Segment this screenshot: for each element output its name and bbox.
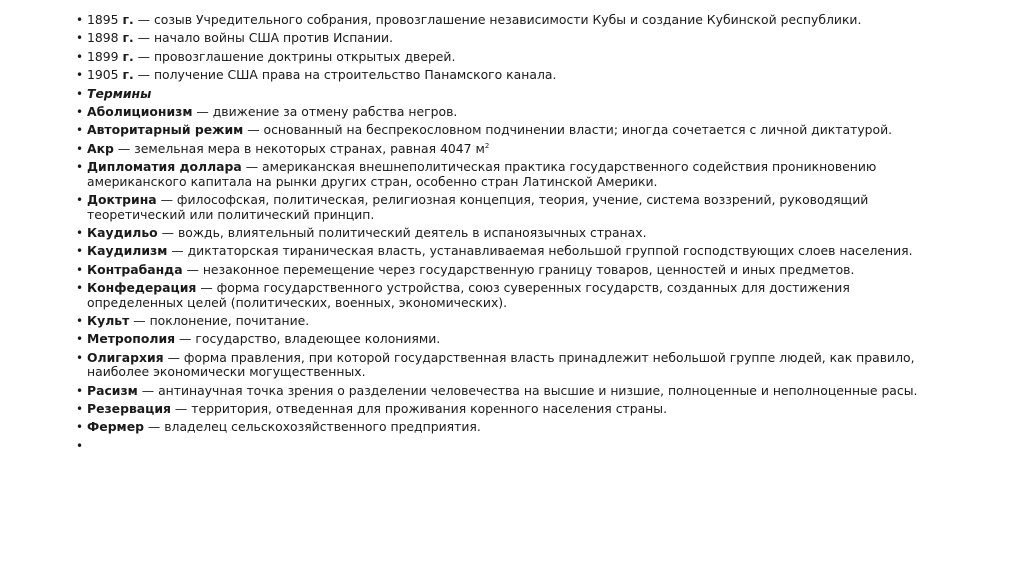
term-definition: — территория, отведенная для проживания коренного населения страны. [170, 401, 668, 417]
event-item [76, 31, 936, 46]
event-item [76, 50, 936, 65]
event-text: — провозглашение доктрины открытых дверей. [133, 48, 456, 64]
term-item [76, 332, 936, 347]
event-item [76, 13, 936, 28]
bullet-icon: • [76, 160, 84, 175]
bullet-icon: • [76, 49, 84, 64]
term-item [76, 244, 936, 259]
term-name: Олигархия [87, 349, 164, 365]
bullet-icon: • [76, 383, 84, 398]
terms-heading: Термины [87, 85, 152, 101]
term-name: Контрабанда [87, 261, 183, 277]
term-name: Расизм [87, 382, 138, 398]
term-item [76, 193, 936, 222]
term-superscript: 2 [484, 141, 490, 150]
bullet-icon: • [76, 332, 84, 347]
term-item [76, 142, 936, 157]
term-name: Фермер [87, 419, 144, 435]
term-name: Акр [87, 140, 114, 156]
event-year: 1898 [87, 30, 123, 46]
bullet-icon: • [76, 68, 84, 83]
term-name: Конфедерация [87, 280, 197, 296]
term-item [76, 420, 936, 435]
term-item [76, 105, 936, 120]
term-definition: — форма правления, при которой государственная власть принадлежит небольшой группе людей, как правило, наиболее экономически могущественных. [87, 349, 915, 380]
bullet-icon: • [76, 420, 84, 435]
term-item [76, 384, 936, 399]
term-definition: — американская внешнеполитическая практика государственного содействия проникновению американского капитала на рынки других стран, особенно стран Латинской Америки. [87, 159, 877, 189]
term-name: Резервация [87, 401, 171, 417]
term-definition: — антинаучная точка зрения о разделении человечества на высшие и низшие, полноценные и неполноценные расы. [137, 382, 918, 398]
terms-heading-item [76, 87, 936, 102]
bullet-icon: • [76, 141, 84, 156]
bullet-icon: • [76, 193, 84, 208]
event-text: — созыв Учредительного собрания, провозглашение независимости Кубы и создание Кубинской республики. [133, 12, 862, 27]
term-item [76, 314, 936, 329]
term-name: Аболиционизм [87, 103, 193, 119]
term-name: Метрополия [87, 331, 176, 347]
term-definition: — форма государственного устройства, союз суверенных государств, созданных для достижения определенных целей (политических, военных, экономических). [87, 280, 850, 310]
bullet-icon: • [76, 350, 84, 365]
term-item [76, 351, 936, 380]
event-year: 1905 [87, 67, 123, 83]
term-definition: — владелец сельскохозяйственного предприятия. [143, 419, 481, 435]
event-year-suffix: г. [122, 67, 134, 83]
bullet-icon: • [76, 262, 84, 277]
term-definition: — диктаторская тираническая власть, устанавливаемая небольшой группой господствующих слоев населения. [167, 243, 913, 259]
term-name: Каудильо [87, 224, 158, 240]
event-item [76, 68, 936, 83]
event-year-suffix: г. [122, 48, 134, 64]
bullet-icon: • [76, 438, 84, 453]
bullet-icon: • [76, 225, 84, 240]
term-item [76, 263, 936, 278]
term-item [76, 402, 936, 417]
bullet-icon: • [76, 402, 84, 417]
bullet-icon: • [76, 281, 84, 296]
term-definition: — незаконное перемещение через государственную границу товаров, ценностей и иных предметов. [182, 261, 855, 277]
term-item [76, 226, 936, 241]
event-text: — получение США права на строительство Панамского канала. [133, 67, 557, 83]
bullet-icon: • [76, 123, 84, 138]
event-year-suffix: г. [122, 30, 134, 46]
term-name: Культ [87, 312, 130, 328]
bullet-icon: • [76, 104, 84, 119]
term-definition: — поклонение, почитание. [129, 312, 310, 328]
term-definition: — государство, владеющее колониями. [175, 331, 441, 347]
term-definition: — земельная мера в некоторых странах, равная 4047 м [113, 140, 485, 156]
term-name: Каудилизм [87, 243, 168, 259]
term-definition: — вождь, влиятельный политический деятель в испаноязычных странах. [157, 224, 647, 240]
bullet-icon: • [76, 86, 84, 101]
event-year: 1899 [87, 48, 123, 64]
event-text: — начало войны США против Испании. [133, 30, 394, 46]
bullet-icon: • [76, 313, 84, 328]
event-year: 1895 [87, 12, 123, 27]
term-definition: — движение за отмену рабства негров. [192, 103, 458, 119]
term-item [76, 123, 936, 138]
bullet-icon: • [76, 13, 84, 27]
term-item [76, 281, 936, 310]
term-definition: — философская, политическая, религиозная концепция, теория, учение, система воззрений, руководящий теоретический или политический принцип. [87, 192, 869, 222]
term-name: Дипломатия доллара [87, 159, 242, 175]
term-name: Доктрина [87, 192, 157, 208]
term-name: Авторитарный режим [87, 122, 244, 138]
bullet-list [76, 12, 936, 453]
bullet-icon: • [76, 244, 84, 259]
bullet-icon: • [76, 31, 84, 46]
term-item [76, 160, 936, 189]
term-definition: — основанный на беспрекословном подчинении власти; иногда сочетается с личной диктатурой. [243, 122, 893, 138]
event-year-suffix: г. [122, 12, 134, 27]
